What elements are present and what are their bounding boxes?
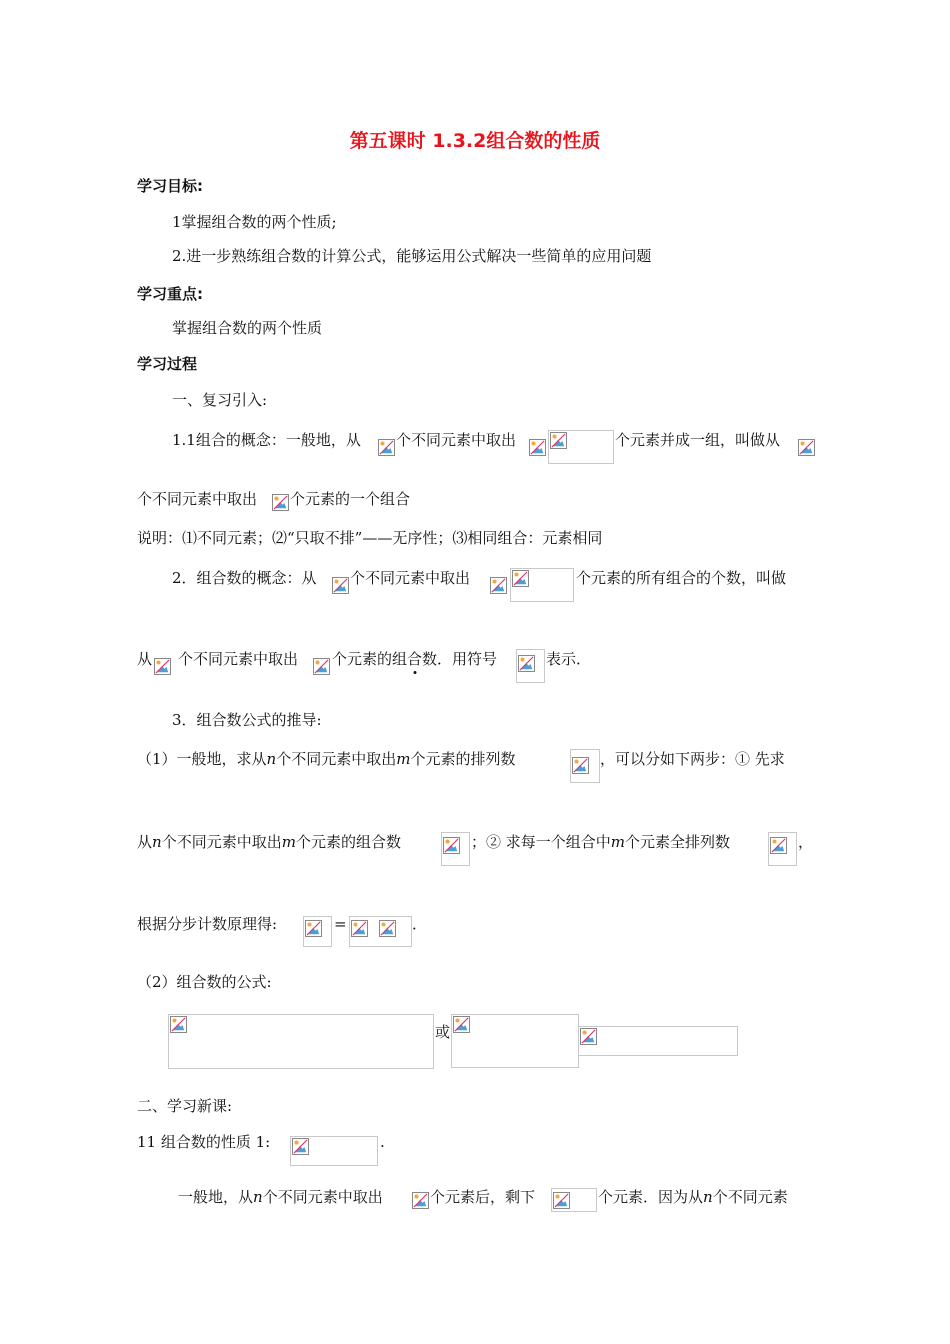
property-period: . [380, 1133, 385, 1151]
equals-sign: = [334, 915, 347, 933]
goal-2: 2.进一步熟练组合数的计算公式，能够运用公式解决一些简单的应用问题 [172, 247, 652, 265]
formula-image-icon [512, 570, 529, 587]
last-line-b: 个元素后，剩下 [430, 1188, 536, 1206]
formula-image-icon [332, 577, 349, 594]
derive-heading: 3．组合数公式的推导: [172, 711, 322, 729]
formula-image-icon [553, 1192, 570, 1209]
goals-heading: 学习目标: [137, 177, 203, 195]
derive-line-3: 根据分步计数原理得: [137, 915, 278, 933]
key-item: 掌握组合数的两个性质 [172, 319, 323, 337]
formula-image-icon [580, 1028, 597, 1045]
derive-line-2: 从n个不同元素中取出m个元素的组合数 [137, 833, 401, 851]
formula-image-icon [305, 920, 322, 937]
formula-image-icon [453, 1016, 470, 1033]
number-text-f: 个元素的组合数．用符号 [332, 650, 498, 668]
formula-image-icon [412, 1192, 429, 1209]
concept-text-a: 1.1组合的概念：一般地，从 [172, 431, 361, 449]
process-heading: 学习过程 [137, 355, 198, 373]
number-text-g: 表示． [546, 650, 592, 668]
emphasis-term: 组合数 [392, 650, 438, 668]
goal-1: 1掌握组合数的两个性质; [172, 213, 337, 231]
number-text-d: 从 [137, 650, 153, 668]
formula-image-icon [154, 658, 171, 675]
number-text-b: 个不同元素中取出 [350, 569, 471, 587]
derive-line-1b: ，可以分如下两步：① 先求 [600, 750, 785, 768]
derive-line-2b: ；② 求每一个组合中m个元素全排列数 [471, 833, 731, 851]
review-heading: 一、复习引入: [172, 391, 268, 409]
number-text-c: 个元素的所有组合的个数，叫做 [576, 569, 787, 587]
formula-image-icon [572, 757, 589, 774]
or-text: 或 [435, 1023, 451, 1041]
formula-heading: （2）组合数的公式: [137, 973, 272, 991]
period: ． [412, 915, 428, 933]
formula-image-icon [770, 837, 787, 854]
new-heading: 二、学习新课: [137, 1097, 233, 1115]
concept-text-e: 个元素的一个组合 [290, 490, 411, 508]
formula-image-icon [170, 1016, 187, 1033]
formula-image-icon [529, 439, 546, 456]
formula-image-icon [798, 439, 815, 456]
last-line-c: 个元素．因为从n个不同元素 [598, 1188, 788, 1206]
concept-text-d: 个不同元素中取出 [137, 490, 258, 508]
key-heading: 学习重点: [137, 285, 203, 303]
formula-image-icon [443, 837, 460, 854]
derive-line-1: （1）一般地，求从n个不同元素中取出m个元素的排列数 [137, 750, 516, 768]
derive-line-2c: ， [798, 833, 814, 851]
concept-text-b: 个不同元素中取出 [396, 431, 517, 449]
formula-image-icon [292, 1138, 309, 1155]
note: 说明：⑴不同元素；⑵“只取不排”——无序性；⑶相同组合：元素相同 [137, 529, 603, 547]
concept-text-c: 个元素并成一组，叫做从 [615, 431, 781, 449]
property-label: 11 组合数的性质 1: [137, 1133, 271, 1151]
formula-image-icon [550, 432, 567, 449]
formula-image-icon [379, 920, 396, 937]
number-text-a: 2．组合数的概念：从 [172, 569, 317, 587]
formula-image-icon [378, 439, 395, 456]
formula-image-icon [351, 920, 368, 937]
formula-image-frame [451, 1014, 579, 1068]
formula-image-icon [313, 658, 330, 675]
page-title: 第五课时 1.3.2组合数的性质 [349, 130, 601, 152]
last-line: 一般地，从n个不同元素中取出 [178, 1188, 383, 1206]
formula-image-icon [272, 494, 289, 511]
formula-image-icon [518, 655, 535, 672]
formula-image-icon [490, 577, 507, 594]
number-text-e: 个不同元素中取出 [178, 650, 299, 668]
formula-image-frame [578, 1026, 738, 1056]
formula-image-frame [168, 1014, 434, 1069]
